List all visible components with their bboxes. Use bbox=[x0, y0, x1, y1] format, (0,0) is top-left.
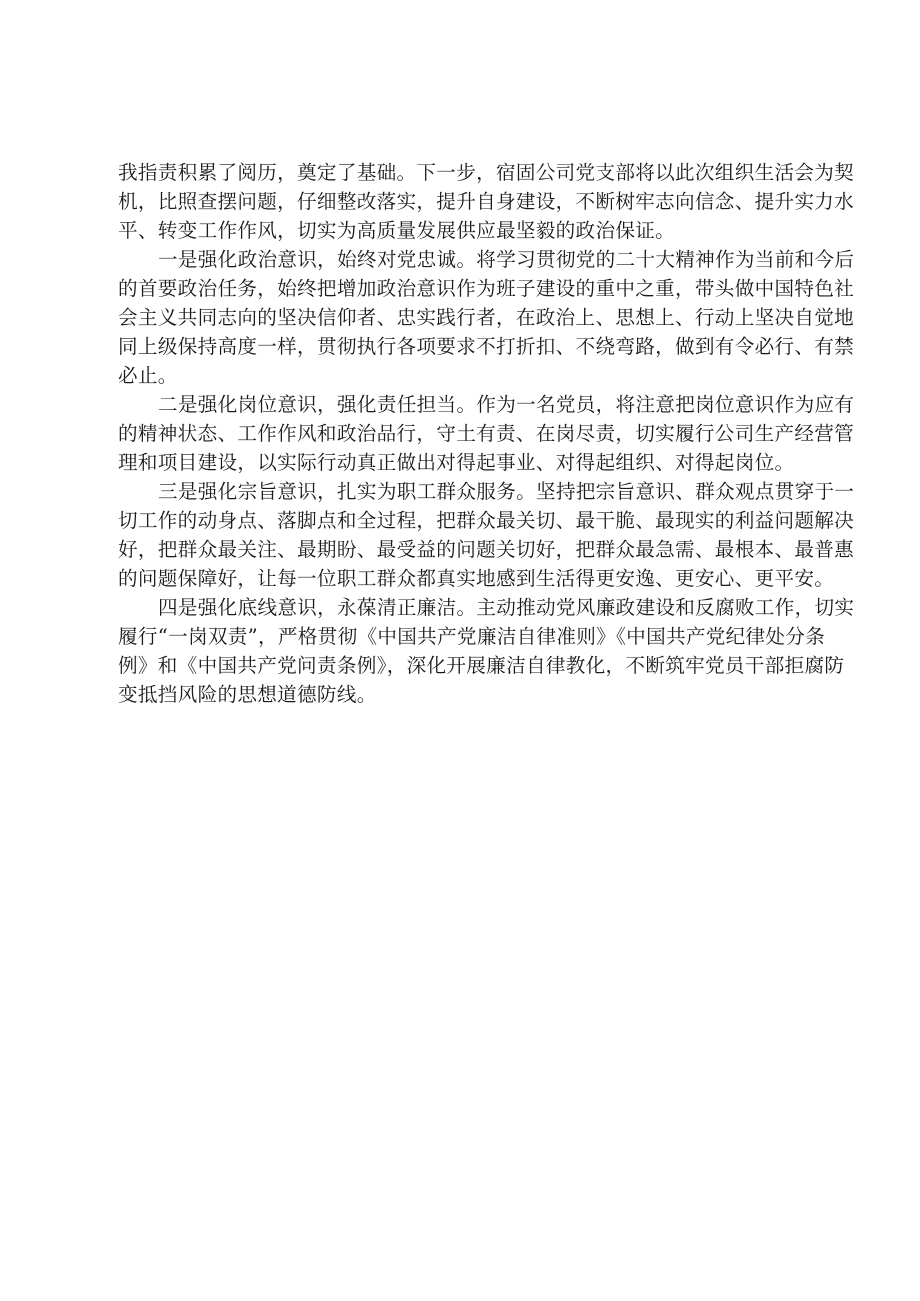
text-line: 理和项目建设，以实际行动真正做出对得起事业、对得起组织、对得起岗位。 bbox=[118, 451, 795, 474]
text-line: 例》和《中国共产党问责条例》，深化开展廉洁自律教化，不断筑牢党员干部拒腐防 bbox=[118, 654, 845, 677]
text-line: 好，把群众最关注、最期盼、最受益的问题关切好，把群众最急需、最根本、最普惠 bbox=[118, 538, 855, 561]
text-line: 机，比照查摆问题，仔细整改落实，提升自身建设，不断树牢志向信念、提升实力水 bbox=[118, 190, 855, 213]
text-line: 同上级保持高度一样，贯彻执行各项要求不打折扣、不绕弯路，做到有令必行、有禁 bbox=[118, 335, 855, 358]
text-line: 一是强化政治意识，始终对党忠诚。将学习贯彻党的二十大精神作为当前和今后 bbox=[158, 248, 855, 271]
text-line: 变抵挡风险的思想道德防线。 bbox=[118, 683, 377, 706]
text-line: 我指责积累了阅历，奠定了基础。下一步，宿固公司党支部将以此次组织生活会为契 bbox=[118, 161, 855, 184]
paragraph-purpose-awareness bbox=[118, 477, 855, 593]
paragraph-bottom-line-awareness bbox=[118, 593, 855, 709]
text-line: 会主义共同志向的坚决信仰者、忠实践行者，在政治上、思想上、行动上坚决自觉地 bbox=[118, 306, 855, 329]
text-line: 的首要政治任务，始终把增加政治意识作为班子建设的重中之重，带头做中国特色社 bbox=[118, 277, 855, 300]
text-line: 的精神状态、工作作风和政治品行，守土有责、在岗尽责，切实履行公司生产经营管 bbox=[118, 422, 855, 445]
document-body bbox=[118, 158, 855, 709]
text-line: 的问题保障好，让每一位职工群众都真实地感到生活得更安逸、更安心、更平安。 bbox=[118, 567, 835, 590]
paragraph-post-awareness bbox=[118, 390, 855, 477]
text-line: 必止。 bbox=[118, 364, 178, 387]
text-line: 四是强化底线意识，永葆清正廉洁。主动推动党风廉政建设和反腐败工作，切实 bbox=[158, 596, 855, 619]
text-line: 平、转变工作作风，切实为高质量发展供应最坚毅的政治保证。 bbox=[118, 219, 676, 242]
text-line: 二是强化岗位意识，强化责任担当。作为一名党员，将注意把岗位意识作为应有 bbox=[158, 393, 855, 416]
paragraph-intro bbox=[118, 158, 855, 245]
text-line: 履行“一岗双责”，严格贯彻《中国共产党廉洁自律准则》《中国共产党纪律处分条 bbox=[118, 625, 826, 648]
text-line: 切工作的动身点、落脚点和全过程，把群众最关切、最干脆、最现实的利益问题解决 bbox=[118, 509, 855, 532]
paragraph-political-awareness bbox=[118, 245, 855, 390]
text-line: 三是强化宗旨意识，扎实为职工群众服务。坚持把宗旨意识、群众观点贯穿于一 bbox=[158, 480, 855, 503]
